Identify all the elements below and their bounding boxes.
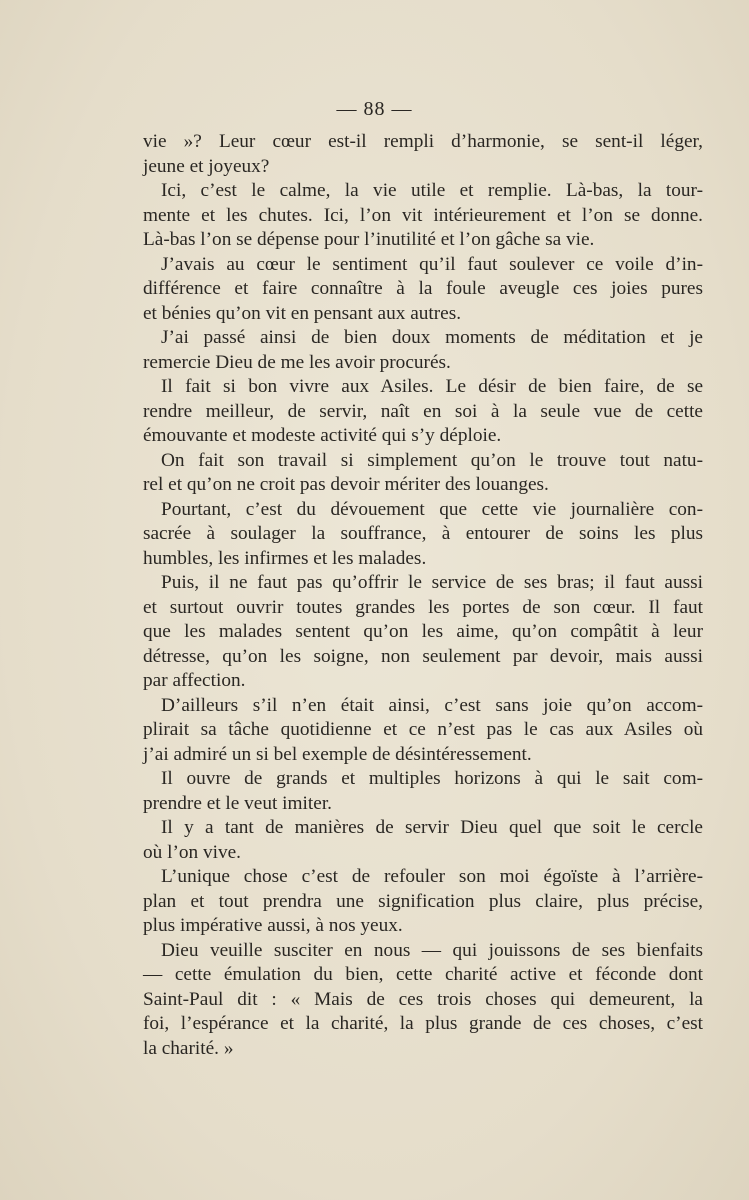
text-line: Là-bas l’on se dépense pour l’inutilité et l’on gâche sa vie.: [143, 229, 595, 250]
text-line: sacrée à soulager la souffrance, à entourer de soins les plus: [143, 523, 703, 544]
paragraph: [143, 694, 703, 768]
paragraph: [143, 326, 703, 375]
text-line: Il y a tant de manières de servir Dieu quel que soit le cercle: [161, 817, 703, 838]
text-line: Il fait si bon vivre aux Asiles. Le désir de bien faire, de se: [161, 376, 703, 397]
text-line: Saint-Paul dit : « Mais de ces trois choses qui demeurent, la: [143, 988, 703, 1010]
text-line: On fait son travail si simplement qu’on le trouve tout natu-: [161, 449, 703, 471]
text-line: remercie Dieu de me les avoir procurés.: [143, 351, 451, 373]
text-line: vie »? Leur cœur est-il rempli d’harmonie, se sent-il léger,: [143, 131, 703, 152]
paragraph: [143, 865, 703, 939]
text-line: la charité. »: [143, 1037, 234, 1059]
paragraph: [143, 939, 703, 1062]
paragraph: [143, 253, 703, 327]
text-line: rendre meilleur, de servir, naît en soi à la seule vue de cette: [143, 400, 703, 422]
text-line: foi, l’espérance et la charité, la plus grande de ces choses, c’est: [143, 1013, 703, 1034]
text-line: Puis, il ne faut pas qu’offrir le service de ses bras; il faut aussi: [161, 572, 703, 593]
body-text: [143, 130, 703, 1061]
text-line: plirait sa tâche quotidienne et ce n’est pas le cas aux Asiles où: [143, 719, 703, 740]
text-line: J’ai passé ainsi de bien doux moments de méditation et je: [161, 327, 703, 348]
paragraph: [143, 816, 703, 865]
text-line: détresse, qu’on les soigne, non seulement par devoir, mais aussi: [143, 645, 703, 667]
text-line: plan et tout prendra une signification plus claire, plus précise,: [143, 890, 703, 912]
text-line: par affection.: [143, 670, 246, 691]
text-line: Pourtant, c’est du dévouement que cette vie journalière con-: [161, 498, 703, 520]
text-line: que les malades sentent qu’on les aime, qu’on compâtit à leur: [143, 621, 703, 642]
text-line: où l’on vive.: [143, 841, 241, 863]
text-line: Dieu veuille susciter en nous — qui jouissons de ses bienfaits: [161, 939, 703, 961]
paragraph: [143, 179, 703, 253]
paragraph: [143, 449, 703, 498]
paragraph: [143, 498, 703, 572]
text-line: et bénies qu’on vit en pensant aux autres.: [143, 302, 462, 324]
text-line: jeune et joyeux?: [143, 155, 270, 177]
text-line: Il ouvre de grands et multiples horizons à qui le sait com-: [161, 768, 703, 789]
text-line: rel et qu’on ne croit pas devoir mériter des louanges.: [143, 474, 549, 495]
page-number: — 88 —: [336, 98, 413, 120]
text-line: et surtout ouvrir toutes grandes les portes de son cœur. Il faut: [143, 596, 703, 618]
paragraph: [143, 375, 703, 449]
text-line: mente et les chutes. Ici, l’on vit intérieurement et l’on se donne.: [143, 204, 703, 226]
paragraph: [143, 767, 703, 816]
text-line: J’avais au cœur le sentiment qu’il faut soulever ce voile d’in-: [161, 253, 703, 275]
text-line: prendre et le veut imiter.: [143, 792, 332, 814]
paragraph: [143, 130, 703, 179]
paragraph: [143, 571, 703, 694]
text-line: Ici, c’est le calme, la vie utile et remplie. Là-bas, la tour-: [161, 180, 703, 201]
text-line: plus impérative aussi, à nos yeux.: [143, 915, 403, 936]
text-line: L’unique chose c’est de refouler son moi égoïste à l’arrière-: [161, 866, 703, 887]
text-line: j’ai admiré un si bel exemple de désintéressement.: [143, 743, 532, 765]
text-line: D’ailleurs s’il n’en était ainsi, c’est sans joie qu’on accom-: [161, 694, 703, 716]
text-line: différence et faire connaître à la foule aveugle ces joies pures: [143, 278, 703, 299]
text-line: émouvante et modeste activité qui s’y déploie.: [143, 425, 502, 446]
text-line: humbles, les infirmes et les malades.: [143, 547, 427, 569]
text-line: — cette émulation du bien, cette charité active et féconde dont: [143, 964, 703, 985]
